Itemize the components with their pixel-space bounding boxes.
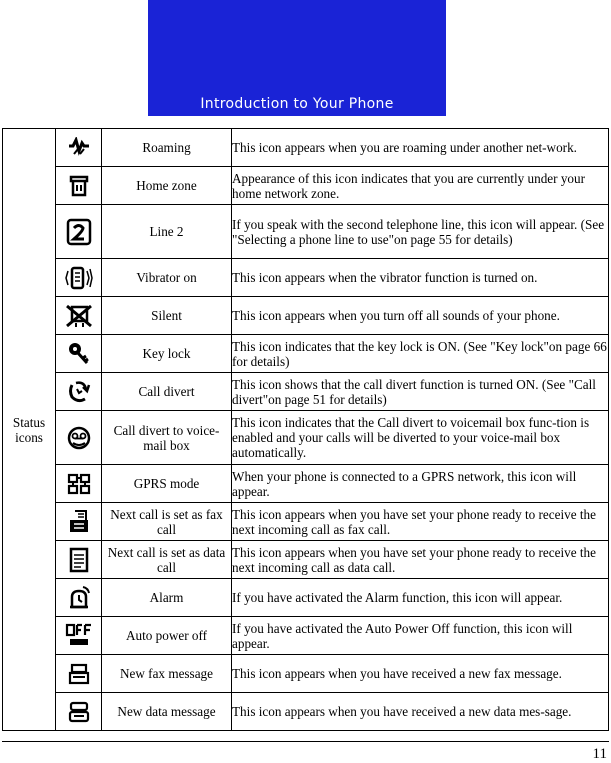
roaming-icon [66,137,92,159]
table-row [3,541,609,579]
icon-name: Line 2 [102,205,232,259]
table-row [3,129,609,167]
icon-description: This icon appears when you have received a new fax message. [232,655,609,693]
icon-description: This icon appears when you have received a new data mes-sage. [232,693,609,731]
icon-name: Silent [102,297,232,335]
icon-name: Call divert [102,373,232,411]
call-divert-voicemail-icon [66,425,92,451]
icon-description: This icon appears when you have set your phone ready to receive the next incoming call as data call. [232,541,609,579]
icon-name: Next call is set as fax call [102,503,232,541]
table-row [3,205,609,259]
icon-description: This icon shows that the call divert function is turned ON. (See "Call divert"on page 51 for details) [232,373,609,411]
table-row [3,655,609,693]
call-divert-icon [66,379,92,405]
chapter-header-banner [148,0,446,116]
icon-name: Auto power off [102,617,232,655]
icon-description: This icon indicates that the Call divert to voicemail box func-tion is enabled and your calls will be diverted to your voice-mail box automatically. [232,411,609,465]
icon-description: This icon appears when you are roaming under another net-work. [232,129,609,167]
icon-description: If you have activated the Auto Power Off function, this icon will appear. [232,617,609,655]
table-row [3,693,609,731]
table-row [3,259,609,297]
new-data-message-icon [67,700,91,724]
table-row [3,335,609,373]
home-zone-icon [68,174,90,198]
chapter-title: Introduction to Your Phone [200,96,394,112]
table-row [3,167,609,205]
icon-name: Home zone [102,167,232,205]
icon-name: Next call is set as data call [102,541,232,579]
line-2-icon [66,218,92,246]
icon-description: This icon appears when the vibrator function is turned on. [232,259,609,297]
status-icons-table [2,128,609,731]
table-row [3,465,609,503]
icon-description: Appearance of this icon indicates that you are currently under your home network zone. [232,167,609,205]
fax-call-icon [67,509,91,535]
auto-power-off-icon [65,623,93,649]
vibrator-icon [65,265,93,291]
table-row [3,297,609,335]
table-row [3,579,609,617]
icon-name: New fax message [102,655,232,693]
icon-description: If you have activated the Alarm function, this icon will appear. [232,579,609,617]
icon-name: Vibrator on [102,259,232,297]
icon-description: This icon appears when you turn off all sounds of your phone. [232,297,609,335]
icon-description: When your phone is connected to a GPRS network, this icon will appear. [232,465,609,503]
icon-description: If you speak with the second telephone line, this icon will appear. (See "Selecting a phone line to use"on page 55 for details) [232,205,609,259]
gprs-icon [67,472,91,496]
icon-name: New data message [102,693,232,731]
new-fax-message-icon [67,662,91,686]
key-lock-icon [67,341,91,367]
table-row [3,617,609,655]
page-number: 11 [592,746,607,762]
category-cell: Status icons [3,129,56,731]
icon-name: Key lock [102,335,232,373]
alarm-icon [67,585,91,611]
icon-name: Call divert to voice-mail box [102,411,232,465]
table-row [3,411,609,465]
table-row [3,503,609,541]
icon-name: Roaming [102,129,232,167]
data-call-icon [68,547,90,573]
footer-divider [2,741,609,742]
icon-name: GPRS mode [102,465,232,503]
icon-name: Alarm [102,579,232,617]
icon-description: This icon indicates that the key lock is ON. (See "Key lock"on page 66 for details) [232,335,609,373]
table-row [3,373,609,411]
icon-description: This icon appears when you have set your phone ready to receive the next incoming call as fax call. [232,503,609,541]
silent-icon [64,303,94,329]
